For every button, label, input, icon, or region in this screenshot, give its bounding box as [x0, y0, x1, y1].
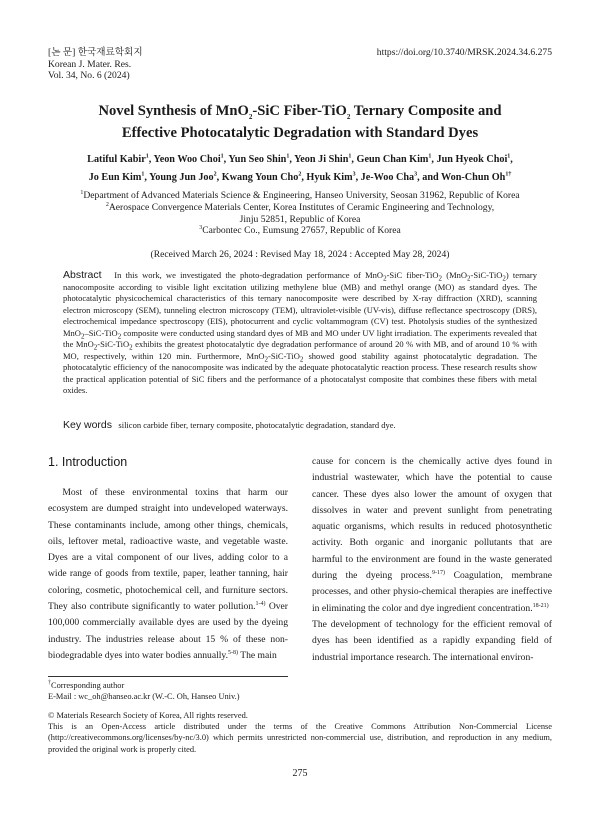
subscript: 2: [93, 343, 98, 352]
title-subscript: 2: [248, 112, 253, 121]
author-affiliation: 2: [298, 171, 302, 178]
author-affiliation: 3: [414, 171, 418, 178]
abstract-text: (MnO: [442, 270, 468, 280]
subscript: 2: [299, 355, 304, 364]
abstract-text: -SiC-TiO: [97, 339, 130, 349]
paper-title: [40, 101, 560, 144]
author-name: Je-Woo Cha: [360, 172, 415, 183]
copyright-text: © Materials Research Society of Korea, All rights reserved.: [48, 711, 248, 720]
subscript: 2: [467, 274, 471, 283]
subscript: 2: [80, 332, 85, 341]
title-part: -SiC Fiber-TiO: [252, 103, 347, 119]
author-affiliation: 3: [352, 171, 356, 178]
author-name: Yeon Woo Choi: [153, 154, 221, 165]
title-subscript: 2: [346, 112, 351, 121]
body-text: The development of technology for the efficient removal of dyes has been identified as a rapidly expanding field of industrial importance research. The international environ-: [312, 618, 552, 663]
keywords-text: silicon carbide fiber, ternary composite, photocatalytic degradation, standard dye.: [118, 420, 396, 430]
body-text: Over 100,000 commercially available dyes are used by the dyeing industry. The industries release about 15 % of these non-biodegradable dyes into water bodies annually.: [48, 601, 288, 661]
author-affiliation: 1: [141, 171, 145, 178]
author-affiliation: 1: [286, 153, 290, 160]
author-name: Young Jun Joo: [149, 172, 214, 183]
author-name: Yeon Ji Shin: [294, 154, 349, 165]
affiliation-number: 3: [199, 225, 203, 232]
author-name: Jo Eun Kim: [88, 172, 142, 183]
keywords-heading: Key words: [63, 419, 113, 431]
author-name: Jun Hyeok Choi: [436, 154, 508, 165]
journal-english-name: Korean J. Mater. Res.: [48, 58, 132, 70]
subscript: 2: [129, 343, 133, 352]
author-affiliation: 1: [507, 153, 511, 160]
received-dates: (Received March 26, 2024 : Revised May 18, 2024 : Accepted May 28, 2024): [150, 249, 450, 260]
author-affiliation: 2: [213, 171, 217, 178]
left-column: [48, 485, 288, 664]
author-name: Latiful Kabir: [87, 154, 146, 165]
doi-link[interactable]: https://doi.org/10.3740/MRSK.2024.34.6.275: [376, 47, 552, 58]
license-text: This is an Open-Access article distributed under the terms of the Creative Commons Attribution Non-Commercial License (http://creativecommons.org/licenses/by-nc/3.0) which permits unrestricted non-commercial use, distribution, and reproduction in any medium, provided the original work is properly cited.: [48, 722, 552, 754]
abstract: [63, 270, 537, 397]
abstract-heading: Abstract: [63, 269, 102, 281]
author-email[interactable]: E-Mail : wc_oh@hanseo.ac.kr (W.-C. Oh, Hanseo Univ.): [48, 692, 240, 702]
affiliation-1: Department of Advanced Materials Science & Engineering, Hanseo University, Seosan 31962, Republic of Korea: [83, 190, 520, 201]
reference-citation[interactable]: 5-8): [228, 649, 239, 656]
subscript: 2: [502, 274, 506, 283]
abstract-text: composite were conducted using standard dyes of MB and MO under UV light irradiation. The experiments revealed that the MnO: [63, 327, 537, 349]
body-text: The main: [238, 649, 277, 661]
affiliation-3: Carbontec Co., Eumsung 27657, Republic of Korea: [202, 225, 401, 237]
affiliation-2: Aerospace Convergence Materials Center, Korea Institutes of Ceramic Engineering and Technology,: [108, 201, 495, 213]
body-text: cause for concern is the chemically active dyes found in industrial wastewater, which have the potential to cause cancer. These dyes also lower the amount of oxygen that dissolves in water and prevent sunlight from penetrating aquatic organisms, which results in reduced photosynthetic activity. Both organic and inorganic pollutants that are harmful to the environment are found in the waste generated during the dyeing process.: [312, 456, 552, 582]
title-part: Ternary Composite and: [350, 103, 502, 119]
abstract-text: exhibits the greatest photocatalytic dye degradation performance of around 20 % with MB, and of around 10 % with MO, respectively, within 120 min. Furthermore, MnO: [63, 339, 537, 361]
page-number: 275: [292, 768, 308, 779]
abstract-text: -SiC-TiO: [268, 350, 300, 361]
dagger-mark: †: [48, 680, 51, 687]
section-title: 1. Introduction: [48, 455, 128, 469]
abstract-text: -SiC fiber-TiO: [386, 270, 439, 280]
author-name: Geun Chan Kim: [356, 154, 429, 165]
journal-header: [48, 47, 143, 82]
body-text: Most of these environmental toxins that harm our ecosystem are dumped straight into undeveloped waterways. These contaminants include, among other things, chemicals, oils, leftover metal, radioactive waste, and vegetable waste. Dyes are a vital component of our lives, adding color to a wide range of goods from textile, paper, leather tanning, hair coloring, cosmetic, photochemical cell, and furniture sectors. They also contribute significantly to water pollution.: [48, 487, 288, 613]
author-name: Won-Chun Oh: [441, 172, 506, 183]
author-affiliation: 1: [348, 153, 352, 160]
abstract-text: -SiC-TiO: [470, 270, 503, 280]
author-list: Latiful Kabir$^1$, Yeon Woo Choi$^1$, Yun Seo Shin$^1$, Yeon Ji Shin$^1$, Geun Chan Kim$^1$, Jun Hyeok Choi$^1$, Jo Eun Kim$^1$, Young Jun Joo$^2$, Kwang Youn Cho$^2$, Hyuk Kim$^3$, Je-Woo Cha$^3$, and Won-Chun $Oh^{1\dagger}$: [87, 153, 513, 183]
subscript: 2: [438, 274, 442, 283]
title-part: Novel Synthesis of MnO: [98, 103, 249, 119]
author-name: Hyuk Kim: [306, 172, 353, 183]
author-affiliation: 1: [145, 153, 149, 160]
reference-citation[interactable]: 9-17): [431, 569, 445, 576]
affiliation-number: 2: [105, 201, 109, 208]
corresponding-author: [48, 680, 552, 702]
abstract-text: In this work, we investigated the photo-degradation performance of MnO: [114, 270, 384, 280]
subscript: 2: [383, 274, 387, 283]
abstract-text: showed good stability against photocatalytic degradation. The photocatalytic efficiency of the nanocomposite was indicated by the adequate photocatalytic reaction process. These research results show the practical application potential of SiC fibers and the performance of a photocatalyst composite that combines these fibers with metal oxides.: [63, 350, 538, 395]
subscript: 2: [117, 332, 122, 341]
right-column: [312, 454, 552, 666]
author-name: Yun Seo Shin: [228, 154, 287, 165]
copyright-notice: [48, 710, 552, 755]
abstract-text: ) ternary nanocomposite according to visible light excitation utilizing methylene blue (MB) and methyl orange (MO) as standard dyes. The photocatalytic physicochemical characteristics of this ternary nanocomposite were described by X-ray diffraction (XRD), scanning electron microscopy (SEM), tunneling electron microscopy (TEM), ultraviolet-visible (UV-vis), diffuse reflectance spectroscopy (DRS), electrochemical impedance spectroscopy (EIS), photocurrent and cyclic voltammogram (CV) test. Photolysis studies of the synthesized MnO: [63, 270, 538, 338]
affiliation-2-cont: Jinju 52851, Republic of Korea: [239, 213, 361, 225]
author-name: Kwang Youn Cho: [221, 172, 299, 183]
reference-citation[interactable]: 18-21): [532, 602, 549, 609]
affiliation-number: 1: [80, 189, 84, 196]
journal-korean-name: [논 문] 한국재료학회지: [48, 47, 143, 58]
keywords: [63, 419, 537, 431]
subscript: 2: [264, 355, 269, 364]
author-affiliation: 1†: [505, 171, 512, 178]
title-line-2: Effective Photocatalytic Degradation with Standard Dyes: [121, 124, 479, 141]
author-affiliation: 1: [220, 153, 224, 160]
body-text: Coagulation, membrane processes, and other physio-chemical therapies are ineffective in eliminating the color and dye ingredient concentration.: [312, 570, 552, 614]
abstract-text: –SiC-TiO: [84, 327, 118, 338]
footnote-divider: [48, 676, 288, 677]
journal-volume: Vol. 34, No. 6 (2024): [48, 70, 130, 82]
author-affiliation: 1: [428, 153, 432, 160]
affiliations: [36, 190, 564, 237]
corresponding-label: Corresponding author: [51, 681, 125, 690]
reference-citation[interactable]: 1-4): [255, 600, 266, 607]
